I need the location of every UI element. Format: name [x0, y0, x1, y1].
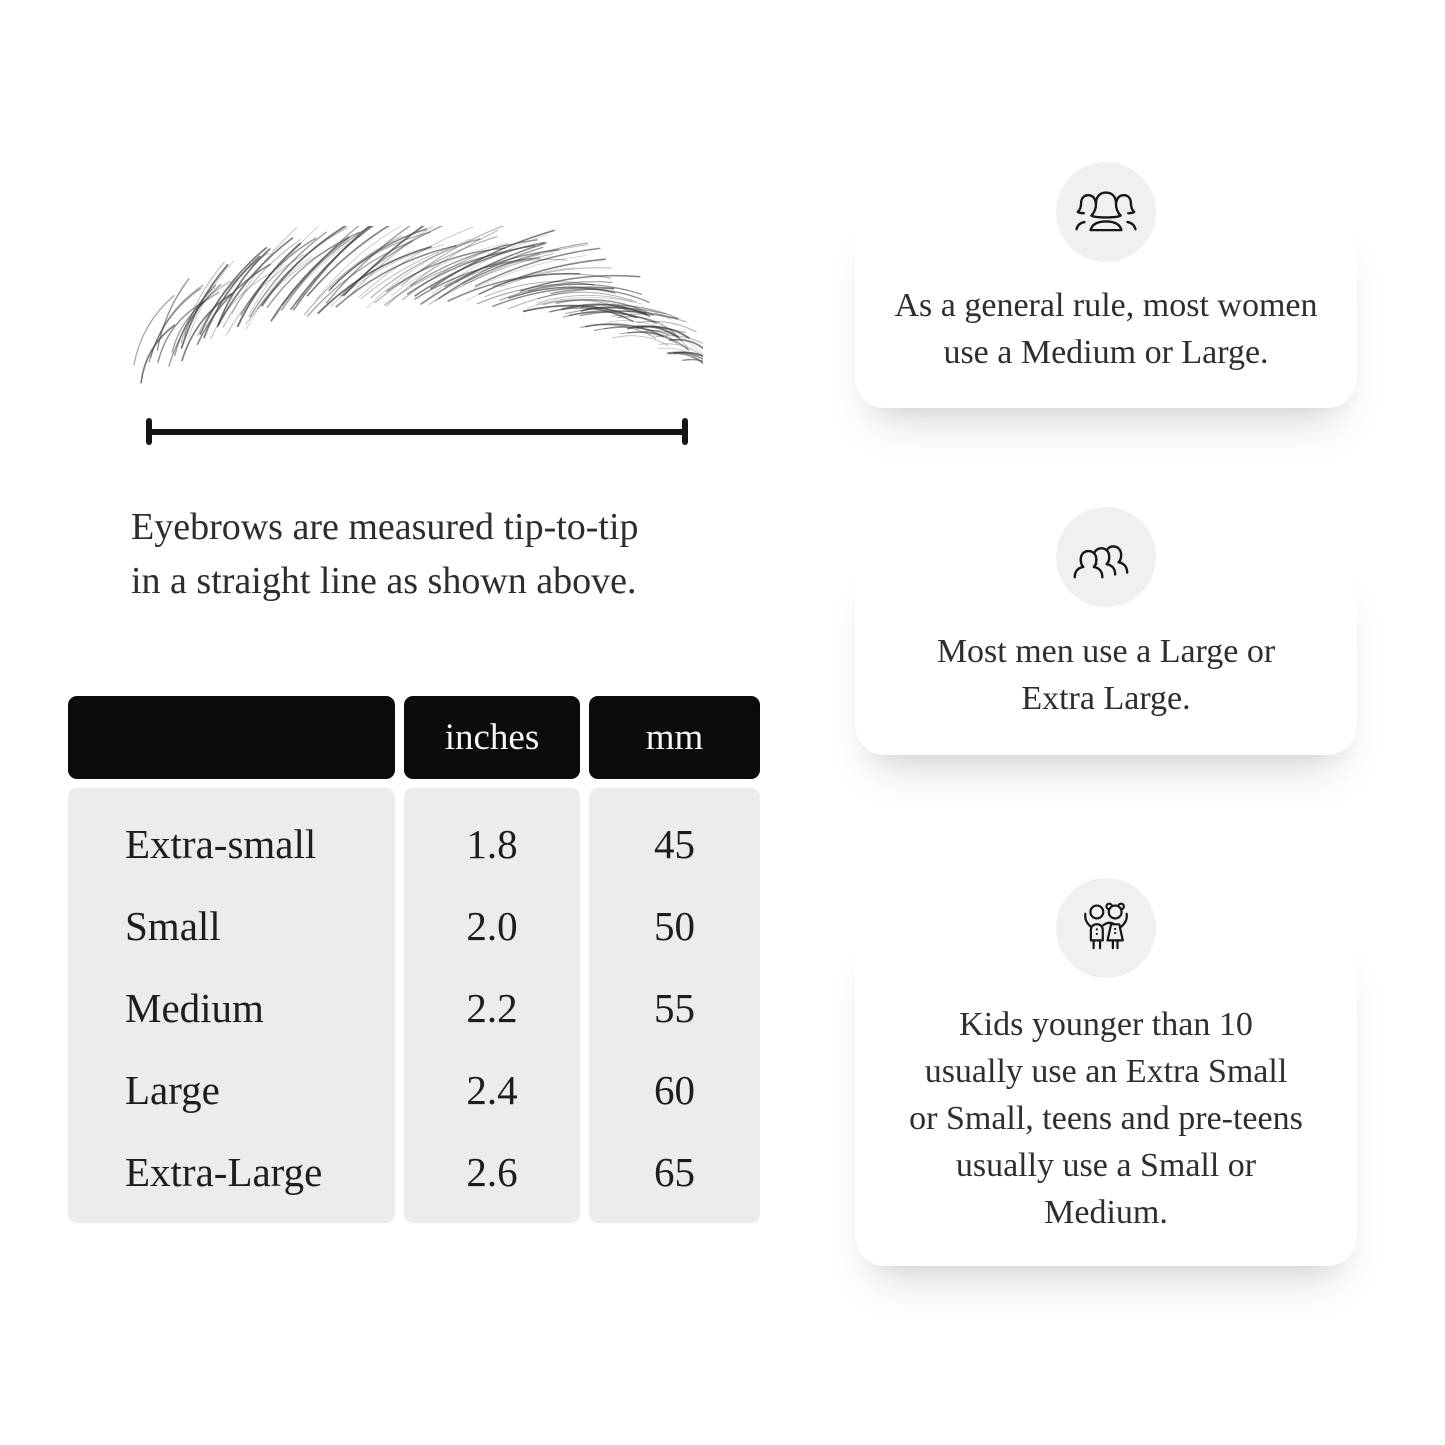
table-cell-mm: 60 [654, 1067, 695, 1113]
size-table-header-size [68, 696, 395, 779]
women-group-icon [1056, 162, 1156, 262]
size-table-mm-column [589, 788, 760, 1223]
size-table-label-column [68, 788, 395, 1223]
eyebrow-illustration [118, 226, 703, 411]
info-card-men [855, 557, 1357, 755]
measurement-line [146, 418, 688, 445]
info-card-kids-label: Kids younger than 10 usually use an Extra Small or Small, teens and pre-teens usually use a Small or Medium. [909, 1005, 1303, 1231]
size-table-inches-column [404, 788, 580, 1223]
table-cell-inches: 2.0 [466, 903, 518, 949]
size-table [68, 696, 760, 1223]
table-cell-inches: 2.4 [466, 1067, 518, 1113]
info-card-women-label: As a general rule, most women use a Medium or Large. [894, 287, 1318, 371]
info-card-men-label: Most men use a Large or Extra Large. [936, 633, 1276, 717]
children-icon [1056, 878, 1156, 978]
table-cell-mm: 45 [654, 821, 695, 867]
measurement-bar [148, 429, 686, 435]
table-cell-mm: 55 [654, 985, 695, 1031]
size-table-body [68, 788, 760, 1223]
info-card-kids [855, 928, 1357, 1266]
table-row-label: Extra-Large [125, 1149, 323, 1195]
table-cell-mm: 50 [654, 903, 695, 949]
caption-line: in a straight line as shown above. [131, 560, 637, 602]
info-card-kids-text [855, 928, 1357, 1266]
table-cell-inches: 1.8 [466, 821, 518, 867]
men-group-icon [1056, 507, 1156, 607]
measurement-caption [131, 500, 791, 608]
size-table-header-row [68, 696, 760, 779]
size-table-header-inches: inches [404, 696, 580, 779]
measurement-end-tick-right [682, 418, 688, 445]
table-row-label: Extra-small [125, 821, 317, 867]
table-cell-inches: 2.2 [466, 985, 518, 1031]
size-table-header-mm: mm [589, 696, 760, 779]
table-cell-mm: 65 [654, 1149, 695, 1195]
table-row-label: Medium [125, 985, 264, 1031]
info-card-women [855, 212, 1357, 408]
table-row-label: Small [125, 903, 221, 949]
caption-line: Eyebrows are measured tip-to-tip [131, 506, 639, 548]
table-row-label: Large [125, 1067, 220, 1113]
table-cell-inches: 2.6 [466, 1149, 518, 1195]
